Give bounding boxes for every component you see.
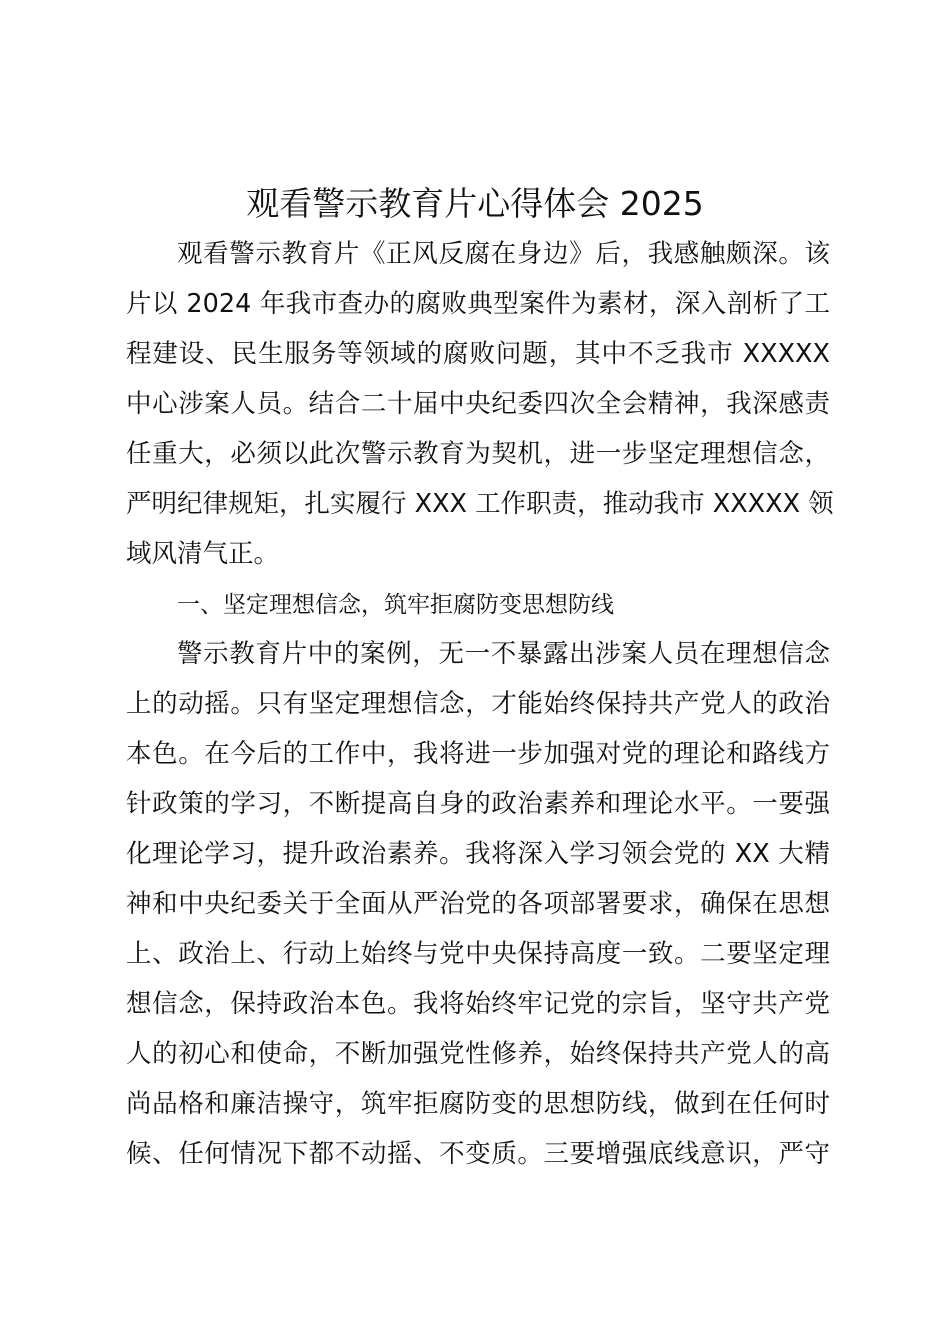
body-line: 上、政治上、行动上始终与党中央保持高度一致。二要坚定理	[126, 939, 830, 969]
intro-line: 片以 2024 年我市查办的腐败典型案件为素材，深入剖析了工	[126, 289, 830, 319]
body-line: 人的初心和使命，不断加强党性修养，始终保持共产党人的高	[126, 1039, 830, 1069]
body-line: 化理论学习，提升政治素养。我将深入学习领会党的 XX 大精	[126, 839, 830, 869]
intro-line: 中心涉案人员。结合二十届中央纪委四次全会精神，我深感责	[126, 389, 830, 419]
body-line: 候、任何情况下都不动摇、不变质。三要增强底线意识，严守	[126, 1139, 830, 1169]
body-line: 想信念，保持政治本色。我将始终牢记党的宗旨，坚守共产党	[126, 989, 830, 1019]
intro-line: 程建设、民生服务等领域的腐败问题，其中不乏我市 XXXXX	[126, 339, 830, 369]
body-line: 上的动摇。只有坚定理想信念，才能始终保持共产党人的政治	[126, 689, 830, 719]
section-heading: 一、坚定理想信念，筑牢拒腐防变思想防线	[177, 592, 614, 618]
body-line: 尚品格和廉洁操守，筑牢拒腐防变的思想防线，做到在任何时	[126, 1089, 830, 1119]
intro-line: 任重大，必须以此次警示教育为契机，进一步坚定理想信念，	[126, 439, 830, 469]
intro-line: 严明纪律规矩，扎实履行 XXX 工作职责，推动我市 XXXXX 领	[126, 489, 834, 519]
body-line: 警示教育片中的案例，无一不暴露出涉案人员在理想信念	[177, 639, 830, 669]
document-title: 观看警示教育片心得体会 2025	[246, 184, 704, 223]
body-line: 神和中央纪委关于全面从严治党的各项部署要求，确保在思想	[126, 889, 830, 919]
intro-line: 观看警示教育片《正风反腐在身边》后，我感触颇深。该	[177, 239, 830, 269]
body-line: 针政策的学习，不断提高自身的政治素养和理论水平。一要强	[126, 789, 830, 819]
body-line: 本色。在今后的工作中，我将进一步加强对党的理论和路线方	[126, 739, 830, 769]
intro-line: 域风清气正。	[126, 539, 280, 569]
